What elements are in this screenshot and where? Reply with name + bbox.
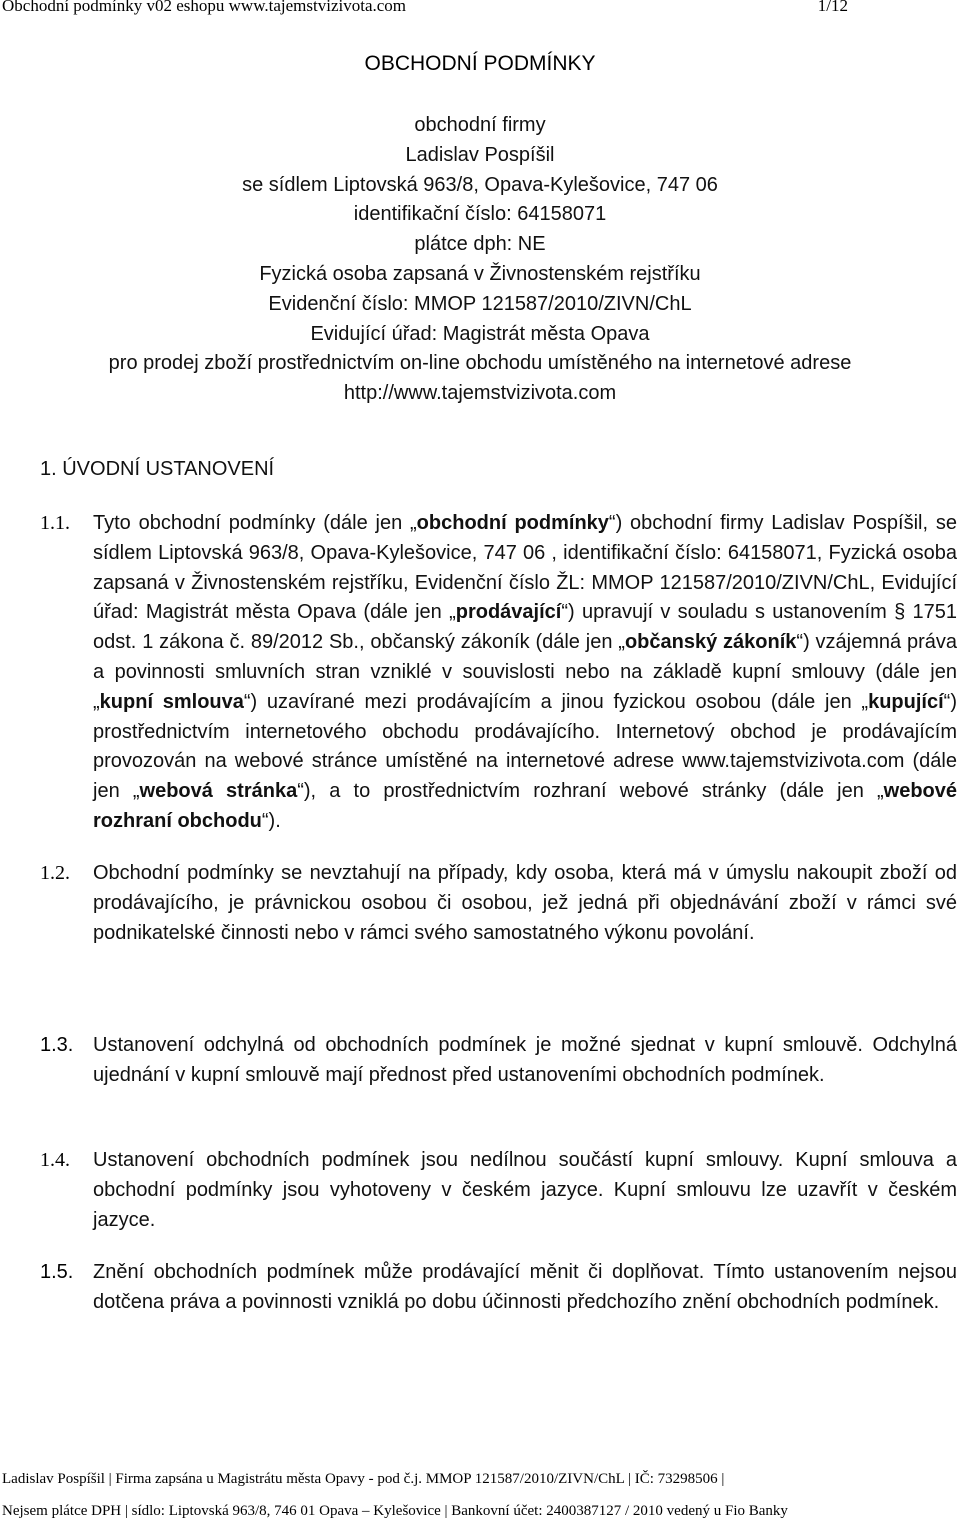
defined-term: obchodní podmínky	[416, 512, 609, 534]
company-info-line: obchodní firmy	[414, 114, 546, 136]
defined-term: kupující	[868, 690, 944, 713]
paragraph-number: 1.3.	[40, 1034, 74, 1056]
company-info-line: plátce dph: NE	[414, 233, 546, 256]
company-info-line: identifikační číslo: 64158071	[353, 203, 607, 226]
company-info-line: Fyzická osoba zapsaná v Živnostenském rejstříku	[259, 262, 701, 285]
footer-line: Nejsem plátce DPH | sídlo: Liptovská 963/8, 746 01 Opava – Kylešovice | Bankovní účet: 2400387127 / 2010 vedený u Fio Banky	[2, 1503, 788, 1519]
company-info-line: http://www.tajemstvizivota.com	[343, 382, 617, 405]
paragraph-text: Obchodní podmínky se nevztahují na případy, kdy osoba, která má v úmyslu nakoupit zboží od prodávajícího, je právnickou osobou či osobou, jež jedná při objednávání zboží v rámci své podnikatelské činnosti nebo v rámci svého samostatného výkonu povolání.	[93, 862, 957, 944]
defined-term: webové rozhraní obchodu	[93, 780, 957, 832]
company-info-line: se sídlem Liptovská 963/8, Opava-Kylešovice, 747 06	[242, 173, 718, 196]
paragraph-text: Znění obchodních podmínek může prodávající měnit či doplňovat. Tímto ustanovením nejsou dotčena práva a povinnosti vzniklá po dobu účinnosti předchozího znění obchodních podmínek.	[93, 1261, 957, 1313]
company-info-line: Ladislav Pospíšil	[405, 143, 555, 166]
section-heading: 1. ÚVODNÍ USTANOVENÍ	[40, 458, 275, 480]
footer-line: Ladislav Pospíšil | Firma zapsána u Magistrátu města Opavy - pod č.j. MMOP 121587/2010/ZIVN/ChL | IČ: 73298506 |	[2, 1471, 725, 1487]
document-title: OBCHODNÍ PODMÍNKY	[364, 52, 596, 75]
company-info-line: Evidující úřad: Magistrát města Opava	[310, 322, 650, 345]
page-number: 1/12	[817, 0, 848, 15]
company-info-block	[0, 111, 960, 409]
paragraph-text: Ustanovení odchylná od obchodních podmínek je možné sjednat v kupní smlouvě. Odchylná ujednání v kupní smlouvě mají přednost před ustanoveními obchodních podmínek.	[93, 1034, 957, 1086]
paragraph-number: 1.4.	[40, 1149, 70, 1171]
company-info-line: Evidenční číslo: MMOP 121587/2010/ZIVN/ChL	[268, 292, 692, 315]
paragraph-text: Tyto obchodní podmínky (dále jen „obchodní podmínky“) obchodní firmy Ladislav Pospíšil, se sídlem Liptovská 963/8, Opava-Kylešovice, 747 06 , identifikační číslo: 64158071, Fyzická osoba zapsaná v Živnostenském rejstříku, Evidenční číslo ŽL: MMOP 121587/2010/ZIVN/ChL, Evidující úřad: Magistrát města Opava (dále jen „prodávající“) upravují v souladu s ustanovením § 1751 odst. 1 zákona č. 89/2012 Sb., občanský zákoník (dále jen „občanský zákoník“) vzájemná práva a povinnosti smluvních stran vzniklé v souvislosti nebo na základě kupní smlouvy (dále jen „kupní smlouva“) uzavírané mezi prodávajícím a jinou fyzickou osobou (dále jen „kupující“) prostřednictvím internetového obchodu prodávajícího. Internetový obchod je prodávajícím provozován na webové stránce umístěné na internetové adrese www.tajemstvizivota.com (dále jen „webová stránka“), a to prostřednictvím rozhraní webové stránky (dále jen „webové rozhraní obchodu“).	[93, 512, 958, 832]
document-header-title: Obchodní podmínky v02 eshopu www.tajemstvizivota.com	[2, 0, 407, 15]
paragraph-number: 1.1.	[40, 512, 70, 534]
defined-term: občanský zákoník	[624, 631, 797, 654]
paragraph-number: 1.2.	[40, 862, 70, 884]
paragraph-number: 1.5.	[40, 1261, 74, 1283]
defined-term: kupní smlouva	[99, 690, 244, 713]
paragraph-text: Ustanovení obchodních podmínek jsou nedílnou součástí kupní smlouvy. Kupní smlouva a obchodní podmínky jsou vyhotoveny v českém jazyce. Kupní smlouvu lze uzavřít v českém jazyce.	[93, 1149, 957, 1231]
defined-term: webová stránka	[139, 780, 298, 803]
company-info-line: pro prodej zboží prostřednictvím on-line obchodu umístěného na internetové adrese	[108, 352, 852, 375]
document-header-bar	[0, 0, 960, 16]
defined-term: prodávající	[455, 601, 562, 624]
